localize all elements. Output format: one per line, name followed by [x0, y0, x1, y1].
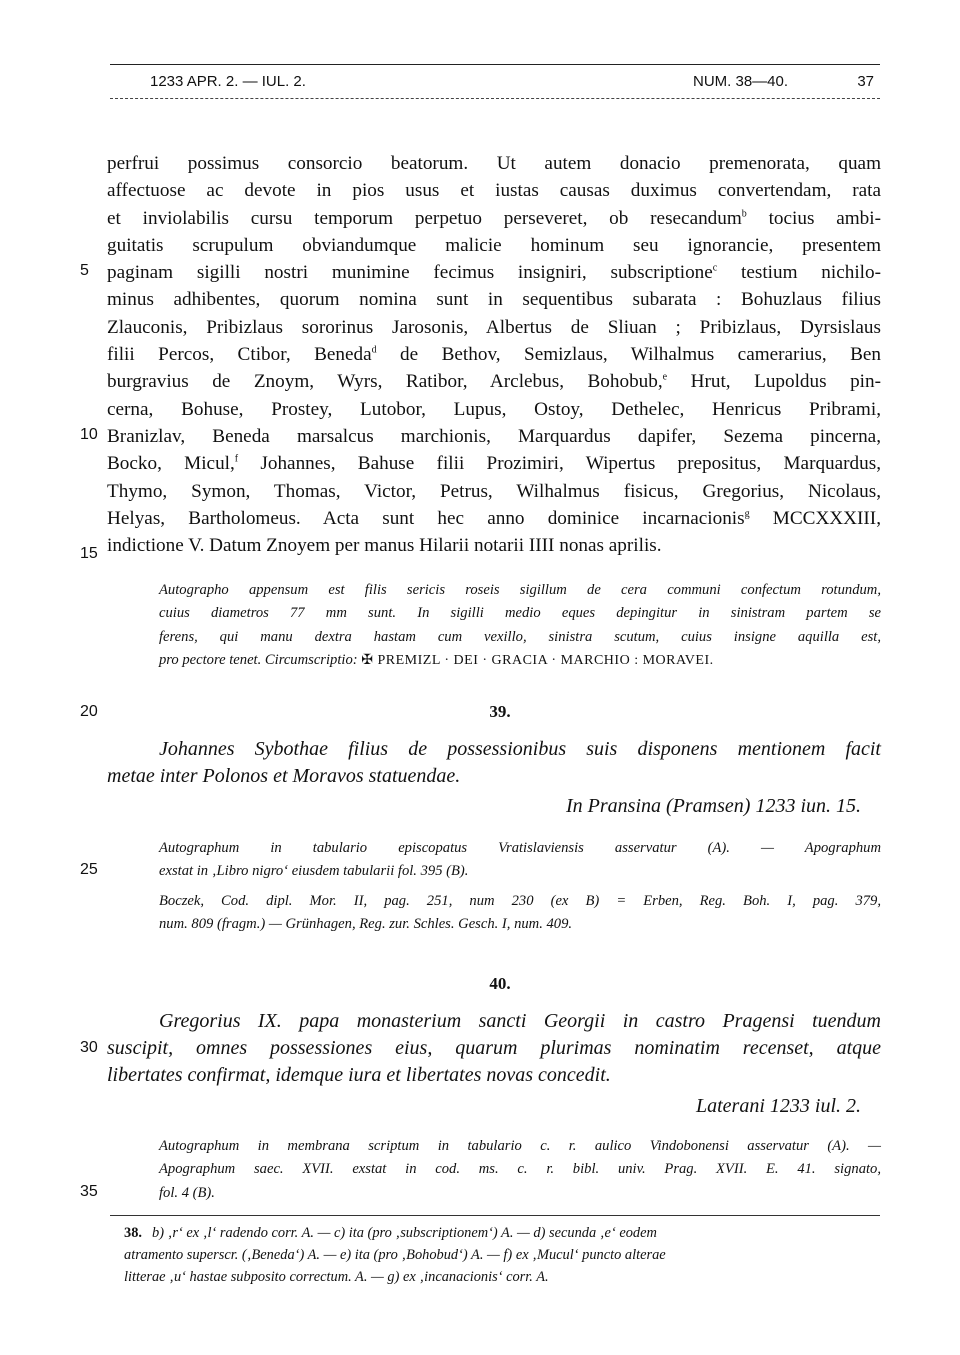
- text-line: Zlauconis, Pribizlaus sororinus Jarosonis, Albertus de Sliuan ; Pribizlaus, Dyrsislaus: [107, 316, 881, 338]
- note-line: fol. 4 (B).: [159, 1184, 215, 1201]
- document-39-number: 39.: [489, 702, 511, 721]
- text-line: [107, 259, 881, 286]
- text-line: perfrui possimus consorcio beatorum. Ut autem donacio premenorata, quam: [107, 153, 881, 174]
- note-line: Autographum in tabulario episcopatus Vratislaviensis asservatur (A). — Apographum: [159, 840, 881, 856]
- line-number: 15: [80, 545, 98, 562]
- summary-line: Gregorius IX. papa monasterium sancti Georgii in castro Pragensi tuendum: [159, 1010, 881, 1032]
- document-40-sources: [159, 1135, 881, 1205]
- footnote-marker: c: [712, 262, 718, 274]
- text-segment: burgravius de Znoym, Wyrs, Ratibor, Arclebus, Bohobub,: [107, 371, 663, 393]
- header-document-numbers: NUM. 38—40.: [693, 73, 789, 90]
- header-dates: 1233 APR. 2. — IUL. 2.: [150, 73, 306, 90]
- text-segment: Helyas, Bartholomeus. Acta sunt hec anno dominice incarnacionis: [107, 507, 745, 529]
- line-number: 35: [80, 1183, 98, 1200]
- footnote-line: [124, 1222, 880, 1244]
- text-line: [107, 205, 881, 232]
- text-line: [107, 532, 881, 559]
- header-rule: [110, 64, 880, 65]
- document-38-text: [107, 150, 881, 559]
- note-line: Apographum saec. XVII. exstat in cod. ms. c. r. bibl. univ. Prag. XVII. E. 41. signato,: [159, 1161, 881, 1178]
- note-line: ferens, qui manu dextra hastam cum vexillo, sinistra scutum, cuius insigne aquilla est,: [159, 628, 881, 645]
- document-39-sources: [159, 837, 881, 937]
- text-line: guitatis scrupulum obviandumque malicie hominum seu ignorancie, presentem: [107, 234, 881, 256]
- text-segment: et inviolabilis cursu temporum perpetuo perseveret, ob resecandum: [107, 207, 742, 229]
- text-line: minus adhibentes, quorum nomina sunt in sequentibus subarata : Bohuzlaus filius: [107, 289, 881, 311]
- note-line: Autographum in membrana scriptum in tabulario c. r. aulico Vindobonensi asservatur (A). —: [159, 1138, 881, 1154]
- seal-legend: ✠ PREMIZL · DEI · GRACIA · MARCHIO : MORAVEI.: [361, 653, 714, 669]
- page-number: 37: [857, 73, 874, 90]
- seal-description: [159, 579, 881, 673]
- text-segment: filii Percos, Ctibor, Beneda: [107, 344, 372, 366]
- note-line: num. 809 (fragm.) — Grünhagen, Reg. zur. Schles. Gesch. I, num. 409.: [159, 916, 573, 933]
- text-line: Thymo, Symon, Thomas, Victor, Petrus, Wilhalmus fisicus, Gregorius, Nicolaus,: [107, 480, 881, 502]
- footnote-line: litterae ‚u‘ hastae subposito correctum. A. — g) ex ‚incanacionis‘ corr. A.: [124, 1269, 549, 1285]
- text-line: Branizlav, Beneda marsalcus marchionis, Marquardus dapifer, Sezema pincerna,: [107, 425, 881, 447]
- line-number: 25: [80, 861, 98, 878]
- text-segment: b) ‚r‘ ex ‚l‘ radendo corr. A. — c) ita (pro ‚subscriptionem‘) A. — d) secunda ‚e‘ eodem: [152, 1225, 657, 1241]
- note-line: [159, 649, 881, 672]
- line-number: 20: [80, 703, 98, 720]
- summary-line: suscipit, omnes possessiones eius, quarum plurimas nominatim recenset, atque: [107, 1037, 881, 1059]
- text-line: cerna, Bohuse, Prostey, Lutobor, Lupus, Ostoy, Dethelec, Henricus Pribrami,: [107, 398, 881, 420]
- line-number: 10: [80, 426, 98, 443]
- text-line: [107, 505, 881, 532]
- note-line: cuius diametros 77 mm sunt. In sigilli medio eques depingitur in sinistram partem se: [159, 605, 881, 622]
- summary-line: metae inter Polonos et Moravos statuendae.: [107, 765, 461, 787]
- note-line: Boczek, Cod. dipl. Mor. II, pag. 251, num 230 (ex B) = Erben, Reg. Boh. I, pag. 379,: [159, 892, 881, 909]
- document-39-place-date: In Pransina (Pramsen) 1233 iun. 15.: [566, 795, 861, 817]
- text-line: [107, 341, 881, 368]
- document-40-number: 40.: [489, 974, 511, 993]
- text-line: [107, 450, 881, 477]
- footnote-marker: b: [741, 208, 747, 220]
- document-40-summary: [107, 1008, 881, 1089]
- running-header: [110, 64, 880, 104]
- footnote-marker: d: [371, 344, 377, 356]
- summary-line: libertates confirmat, idemque iura et libertates novas concedit.: [107, 1064, 611, 1086]
- critical-apparatus: [124, 1222, 880, 1288]
- text-segment: Bocko, Micul,: [107, 453, 235, 475]
- text-segment: Johannes, Bahuse filii Prozimiri, Wipertus prepositus, Marquardus,: [238, 453, 881, 475]
- text-line: [107, 368, 881, 395]
- header-rule-dashed: [110, 98, 880, 99]
- roman-numeral: IIII: [528, 535, 555, 557]
- footnote-marker: e: [662, 371, 668, 383]
- text-segment: nonas aprilis.: [554, 535, 662, 557]
- document-40-place-date: Laterani 1233 iul. 2.: [695, 1095, 861, 1117]
- text-line: affectuose ac devote in pios usus et iustas causas duximus convertendam, rata: [107, 180, 881, 202]
- line-number: 5: [80, 262, 89, 279]
- note-line: exstat in ‚Libro nigro‘ eiusdem tabularii fol. 395 (B).: [159, 863, 469, 880]
- year-numeral: MCCXXXIII,: [749, 507, 881, 529]
- text-segment: Hrut, Lupoldus pin-: [667, 371, 881, 393]
- line-number: 30: [80, 1039, 98, 1056]
- summary-line: Johannes Sybothae filius de possessionibus suis disponens mentionem facit: [159, 738, 881, 760]
- footnote-line: atramento superscr. (‚Beneda‘) A. — e) ita (pro ‚Bohobud‘) A. — f) ex ‚Mucul‘ puncto alterae: [124, 1247, 666, 1263]
- footnote-marker: g: [744, 508, 750, 520]
- text-segment: pro pectore tenet. Circumscriptio:: [159, 652, 358, 669]
- document-39-summary: [107, 736, 881, 790]
- footnote-marker: f: [234, 453, 239, 465]
- text-segment: paginam sigilli nostri munimine fecimus insigniri, subscriptione: [107, 262, 713, 284]
- text-segment: tocius ambi-: [746, 207, 881, 229]
- note-line: Autographo appensum est filis sericis roseis sigillum de cera communi confectum rotundum,: [159, 582, 881, 598]
- text-segment: indictione V. Datum Znoyem per manus Hilarii notarii: [107, 535, 529, 557]
- text-segment: testium nichilo-: [717, 262, 881, 284]
- footnote-document-label: 38.: [124, 1225, 142, 1241]
- footnote-rule: [110, 1215, 880, 1216]
- text-segment: de Bethov, Semizlaus, Wilhalmus camerarius, Ben: [376, 344, 881, 366]
